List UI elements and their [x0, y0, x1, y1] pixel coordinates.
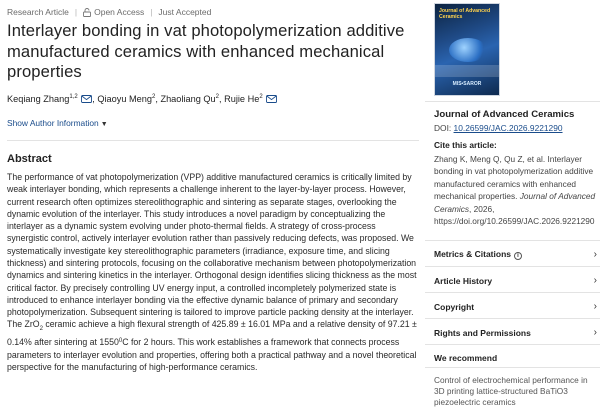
section-divider: [7, 140, 419, 141]
copyright-label: Copyright: [434, 301, 475, 312]
info-icon[interactable]: i: [514, 252, 522, 260]
abstract-text: [7, 171, 419, 373]
open-lock-icon: [83, 8, 91, 17]
cite-heading: Cite this article:: [434, 140, 497, 150]
abstract-subscript: 2: [39, 326, 43, 333]
journal-name[interactable]: Journal of Advanced Ceramics: [434, 109, 575, 120]
sidebar-divider: [425, 292, 600, 293]
abstract-heading: Abstract: [7, 153, 52, 165]
author-name[interactable]: Qiaoyu Meng: [97, 94, 152, 104]
sidebar-divider: [425, 367, 600, 368]
author-name[interactable]: Rujie He: [224, 94, 260, 104]
cover-band: [435, 65, 499, 77]
author-name[interactable]: Keqiang Zhang: [7, 94, 70, 104]
abstract-text-part: C for 2 hours. This work establishes a framework that connects process parameters to interlayer evolution and properties, offering both a practical pathway and a novel theoretical perspective for the manufacturing of high-performance ceramics.: [7, 337, 417, 372]
citation-tail: , 2026, https://doi.org/10.26599/JAC.2026.9221290: [434, 203, 595, 227]
sidebar-divider: [425, 344, 600, 345]
chevron-right-icon: ›: [593, 327, 597, 338]
article-title: Interlayer bonding in vat photopolymerization additive manufactured ceramics with enhanced mechanical properties: [7, 21, 405, 81]
meta-separator: |: [74, 7, 78, 17]
recommend-heading: We recommend: [434, 353, 498, 363]
abstract-superscript: 0: [118, 338, 123, 345]
chevron-right-icon: ›: [593, 275, 597, 286]
abstract-text-part: ceramic achieve a high flexural strength of 425.89 ± 16.01 MPa and a relative density of 97.21 ± 0.14% after sintering at 1550: [7, 319, 417, 348]
citation-journal: Journal of Advanced Ceramics: [434, 191, 596, 214]
rights-permissions-section[interactable]: [434, 327, 597, 338]
doi-link[interactable]: 10.26599/JAC.2026.9221290: [453, 123, 563, 133]
author-affiliation: 1,2: [69, 94, 78, 100]
author-list: Keqiang Zhang$^{1,2}$ , Qiaoyu Meng$^2$, Zhaoliang Qu$^2$, Rujie He$^2$: [7, 94, 277, 104]
article-type-label: Research Article: [7, 7, 69, 17]
author-name[interactable]: Zhaoliang Qu: [160, 94, 216, 104]
recommended-article-link[interactable]: Control of electrochemical performance in 3D printing lattice-structured BaTiO3 piezoelectric ceramics: [434, 375, 588, 408]
copyright-section[interactable]: [434, 301, 597, 312]
meta-separator: |: [150, 7, 153, 17]
cover-footer: MIS•SAROR: [452, 81, 482, 87]
sidebar-divider: [425, 266, 600, 267]
article-meta-bar: [7, 7, 211, 17]
doi-label: DOI:: [434, 123, 454, 133]
show-author-info-label: Show Author Information: [7, 118, 99, 128]
sidebar-divider: [425, 318, 600, 319]
open-access-label: Open Access: [94, 7, 145, 17]
author-affiliation: 2: [152, 94, 156, 100]
citation-text: [434, 153, 600, 227]
rights-permissions-label: Rights and Permissions: [434, 327, 531, 338]
email-icon[interactable]: [266, 95, 277, 103]
metrics-citations-section[interactable]: [434, 249, 597, 260]
caret-down-icon: ▼: [100, 121, 108, 128]
doi-line: [434, 123, 563, 133]
sidebar-divider: [425, 101, 600, 102]
cover-title: Journal of Advanced Ceramics: [439, 8, 491, 20]
article-history-section[interactable]: [434, 275, 597, 286]
chevron-right-icon: ›: [593, 249, 597, 260]
email-icon[interactable]: [81, 95, 92, 103]
citation-main: Zhang K, Meng Q, Qu Z, et al. Interlayer bonding in vat photopolymerization additive manufactured ceramics with enhanced mechanical properties.: [434, 154, 594, 202]
cover-graphic: [449, 38, 487, 62]
metrics-label: Metrics & Citations: [434, 249, 511, 259]
sidebar-divider: [425, 240, 600, 241]
chevron-right-icon: ›: [593, 301, 597, 312]
abstract-text-part: The performance of vat photopolymerization (VPP) additive manufactured ceramics is critically limited by weak interlayer bonding, which represents a challenge inherent to the layer-by-layer process. However, current research often optimizes stereolithographic and sintering as separate stages, overlooking the dynamic evolution of the interlayer. This study introduces a novel paradigm by conceptualizing the interlayer as a dynamic system evolving under photo-thermal fields. A strategy of cross-process synergistic control, actively interlayer evolution rather than passively reducing defects, was proposed. We systematically investigate key stereolithographic parameters (irradiance, exposure time, and slicing thickness) and sintering protocols, focusing on the collaborative mechanism between photopolymerization dynamics and sintering kinetics in the interlayer. Orthogonal design identifies slicing thickness as the most critical factor. By precisely controlling UV energy input, a controlled incompletely polymerized state is introduced to enhance interlayer bonding via the effective dynamic balance of primary and secondary photopolymerization. Subsequent sintering is tailored to improve particle packing density at the interlayer. The ZrO: [7, 172, 417, 330]
show-author-info-button[interactable]: [7, 118, 108, 128]
article-status-label: Just Accepted: [158, 7, 212, 17]
article-history-label: Article History: [434, 275, 493, 286]
author-affiliation: 2: [259, 94, 263, 100]
journal-cover-image[interactable]: [434, 3, 500, 96]
author-affiliation: 2: [215, 94, 219, 100]
